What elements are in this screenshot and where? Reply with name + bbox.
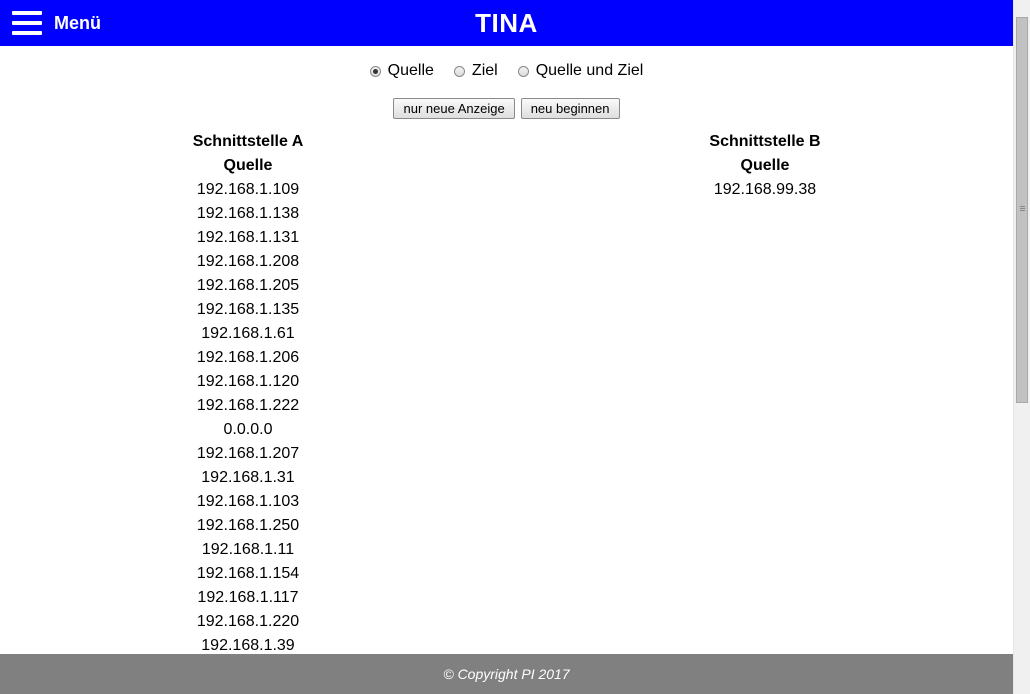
interface-b-column: [615, 130, 915, 638]
radio-unchecked-icon[interactable]: [454, 66, 465, 77]
action-buttons: [0, 98, 1013, 119]
app-title: TINA: [475, 8, 538, 38]
ip-list-item: 192.168.1.220: [196, 613, 300, 630]
ip-list-item: 192.168.1.31: [201, 469, 295, 486]
ip-list-item: 192.168.1.205: [196, 277, 300, 294]
ip-list-item: 192.168.1.154: [196, 565, 300, 582]
vertical-scrollbar[interactable]: [1013, 0, 1030, 694]
ip-list-item: 192.168.1.39: [201, 637, 295, 654]
radio-checked-icon[interactable]: [370, 66, 381, 77]
ip-list-item: 192.168.1.117: [197, 589, 299, 606]
radio-quelle-label: Quelle: [387, 62, 434, 79]
ip-list-item: 192.168.1.103: [196, 493, 300, 510]
ip-list-item: 192.168.99.38: [713, 181, 817, 198]
radio-unchecked-icon[interactable]: [518, 66, 529, 77]
ip-list-item: 192.168.1.109: [196, 181, 300, 198]
interface-b-column-header: Quelle: [740, 157, 790, 174]
interface-b-title: Schnittstelle B: [709, 133, 821, 150]
footer: © Copyright PI 2017: [0, 654, 1013, 694]
radio-quelle-und-ziel-label: Quelle und Ziel: [535, 62, 644, 79]
ip-list-item: 192.168.1.131: [196, 229, 300, 246]
ip-list-item: 192.168.1.61: [201, 325, 295, 342]
ip-list-item: 192.168.1.138: [196, 205, 300, 222]
interface-a-column-header: Quelle: [223, 157, 273, 174]
ip-list-item: 192.168.1.206: [196, 349, 300, 366]
ip-list-item: 192.168.1.207: [196, 445, 300, 462]
ip-list-item: 192.168.1.250: [196, 517, 300, 534]
ip-list-item: 0.0.0.0: [223, 421, 273, 438]
ip-list-item: 192.168.1.208: [196, 253, 300, 270]
radio-quelle[interactable]: [370, 62, 434, 80]
ip-list-item: 192.168.1.135: [196, 301, 300, 318]
refresh-new-button[interactable]: nur neue Anzeige: [393, 98, 514, 119]
radio-ziel-label: Ziel: [471, 62, 498, 79]
interface-b-ip-list: [615, 178, 915, 638]
menu-label: Menü: [54, 12, 101, 33]
ip-list-item: 192.168.1.11: [201, 541, 295, 558]
interface-a-column: [98, 130, 398, 654]
interface-a-title: Schnittstelle A: [192, 133, 304, 150]
ip-list-item: 192.168.1.222: [196, 397, 300, 414]
filter-radio-group: [0, 62, 1013, 80]
top-bar: [0, 0, 1013, 46]
interface-a-ip-list: [98, 178, 398, 654]
scrollbar-thumb[interactable]: [1016, 17, 1028, 403]
radio-quelle-und-ziel[interactable]: [518, 62, 644, 80]
restart-button[interactable]: neu beginnen: [521, 98, 620, 119]
ip-list-item: 192.168.1.120: [196, 373, 300, 390]
radio-ziel[interactable]: [454, 62, 498, 80]
